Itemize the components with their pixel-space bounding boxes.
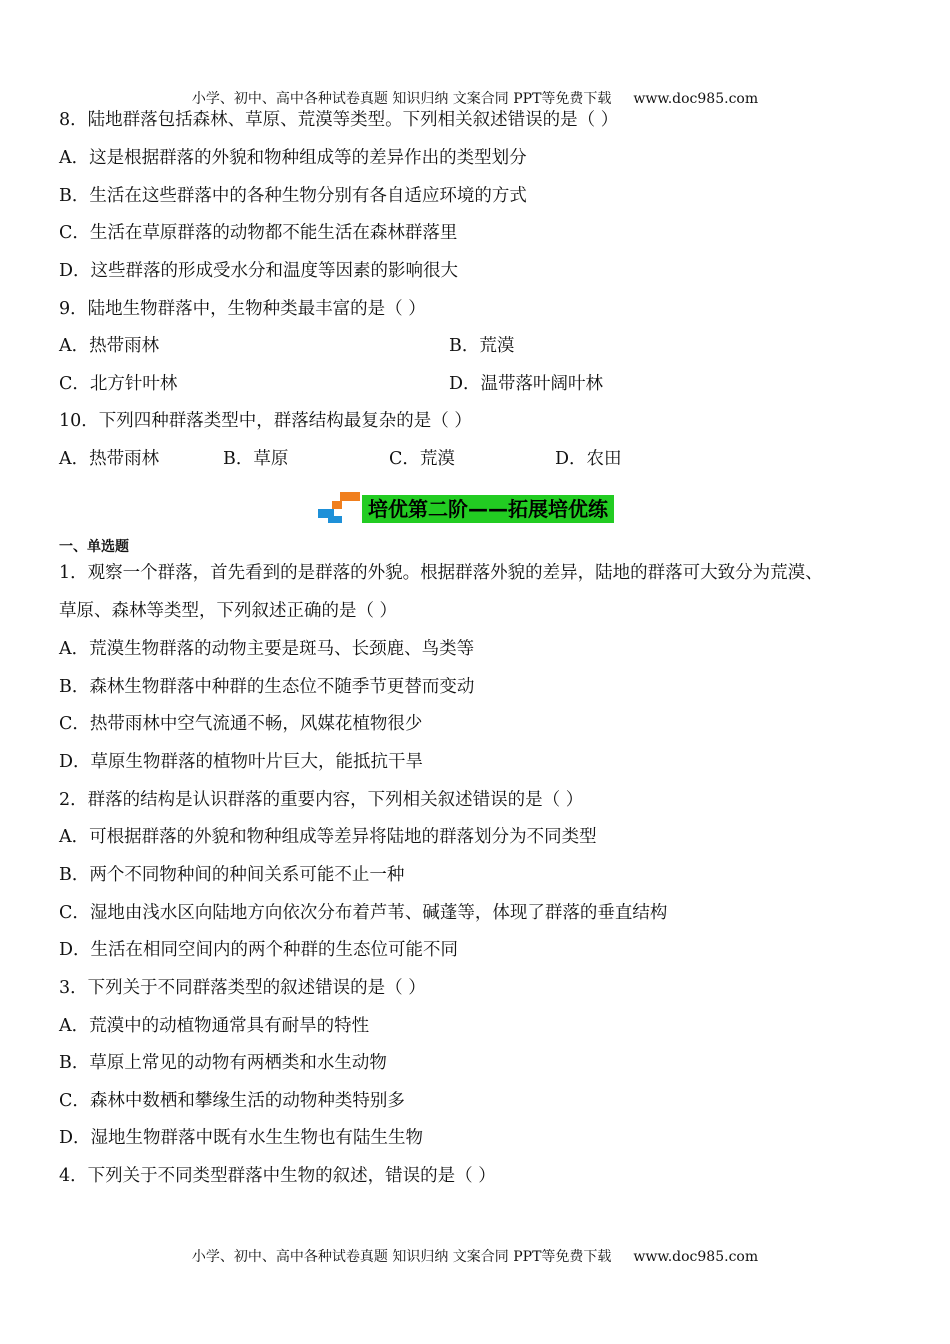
header-url[interactable]: www.doc985.com bbox=[633, 91, 759, 107]
q1-option-b: B．森林生物群落中种群的生态位不随季节更替而变动 bbox=[59, 677, 475, 697]
q9-option-c: C．北方针叶林 bbox=[59, 374, 178, 394]
q1-option-a: A．荒漠生物群落的动物主要是斑马、长颈鹿、鸟类等 bbox=[59, 639, 475, 659]
q2-option-c: C．湿地由浅水区向陆地方向依次分布着芦苇、碱蓬等，体现了群落的垂直结构 bbox=[59, 903, 668, 923]
q9-options-row2 bbox=[59, 373, 899, 395]
q3-option-b: B．草原上常见的动物有两栖类和水生动物 bbox=[59, 1053, 387, 1073]
q9-stem: 9．陆地生物群落中，生物种类最丰富的是（ ） bbox=[59, 299, 426, 319]
q2-option-a: A．可根据群落的外貌和物种组成等差异将陆地的群落划分为不同类型 bbox=[59, 827, 597, 847]
section-subhead: 一、单选题 bbox=[59, 539, 129, 555]
q9-option-b: B．荒漠 bbox=[449, 336, 515, 356]
q10-options bbox=[59, 448, 899, 470]
q1-stem-line2: 草原、森林等类型，下列叙述正确的是（ ） bbox=[59, 601, 398, 621]
q2-stem: 2．群落的结构是认识群落的重要内容，下列相关叙述错误的是（ ） bbox=[59, 790, 584, 810]
q3-option-c: C．森林中数栖和攀缘生活的动物种类特别多 bbox=[59, 1091, 405, 1111]
page-header bbox=[0, 88, 950, 108]
q2-option-d: D．生活在相同空间内的两个种群的生态位可能不同 bbox=[59, 940, 459, 960]
header-text: 小学、初中、高中各种试卷真题 知识归纳 文案合同 PPT等免费下载 bbox=[191, 91, 612, 107]
staircase-logo-icon bbox=[318, 492, 362, 526]
q2-option-b: B．两个不同物种间的种间关系可能不止一种 bbox=[59, 865, 405, 885]
q1-stem-line1: 1．观察一个群落，首先看到的是群落的外貌。根据群落外貌的差异，陆地的群落可大致分为荒漠、 bbox=[59, 563, 823, 583]
q1-option-c: C．热带雨林中空气流通不畅，风媒花植物很少 bbox=[59, 714, 423, 734]
q9-option-a: A．热带雨林 bbox=[59, 336, 160, 356]
q10-option-a: A．热带雨林 bbox=[59, 449, 160, 469]
q4-stem: 4．下列关于不同类型群落中生物的叙述，错误的是（ ） bbox=[59, 1166, 496, 1186]
q8-option-a: A．这是根据群落的外貌和物种组成等的差异作出的类型划分 bbox=[59, 148, 527, 168]
page-footer bbox=[0, 1246, 950, 1266]
q10-option-b: B．草原 bbox=[223, 449, 289, 469]
q10-stem: 10．下列四种群落类型中，群落结构最复杂的是（ ） bbox=[59, 411, 472, 431]
q9-options-row1 bbox=[59, 335, 899, 357]
q1-option-d: D．草原生物群落的植物叶片巨大，能抵抗干旱 bbox=[59, 752, 424, 772]
q3-stem: 3．下列关于不同群落类型的叙述错误的是（ ） bbox=[59, 978, 426, 998]
q3-option-a: A．荒漠中的动植物通常具有耐旱的特性 bbox=[59, 1016, 370, 1036]
footer-url[interactable]: www.doc985.com bbox=[633, 1249, 759, 1265]
footer-text: 小学、初中、高中各种试卷真题 知识归纳 文案合同 PPT等免费下载 bbox=[191, 1249, 612, 1265]
q10-option-d: D．农田 bbox=[555, 449, 622, 469]
q8-option-c: C．生活在草原群落的动物都不能生活在森林群落里 bbox=[59, 223, 458, 243]
q3-option-d: D．湿地生物群落中既有水生生物也有陆生生物 bbox=[59, 1128, 424, 1148]
q8-stem: 8．陆地群落包括森林、草原、荒漠等类型。下列相关叙述错误的是（ ） bbox=[59, 110, 619, 130]
q10-option-c: C．荒漠 bbox=[389, 449, 455, 469]
q8-option-b: B．生活在这些群落中的各种生物分别有各自适应环境的方式 bbox=[59, 186, 527, 206]
q8-option-d: D．这些群落的形成受水分和温度等因素的影响很大 bbox=[59, 261, 459, 281]
section-title: 培优第二阶——拓展培优练 bbox=[362, 495, 614, 523]
q9-option-d: D．温带落叶阔叶林 bbox=[449, 374, 604, 394]
